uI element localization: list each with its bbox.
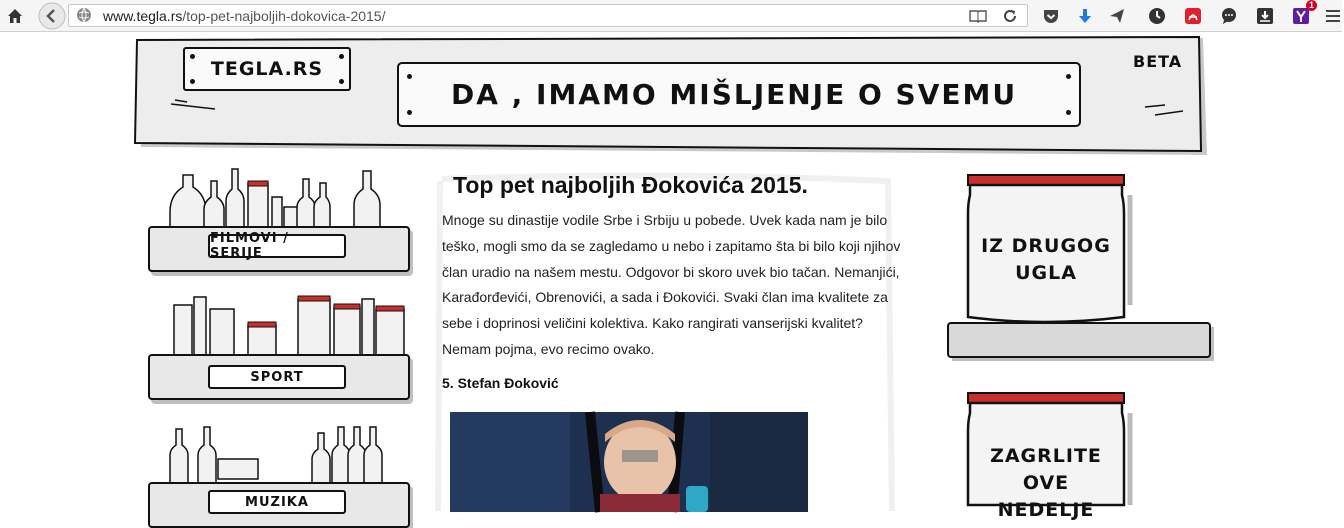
category-label[interactable]: FILMOVI / SERIJE — [208, 234, 346, 258]
pdf-icon[interactable] — [1182, 5, 1204, 27]
history-icon[interactable] — [1146, 5, 1168, 27]
logo-text: TEGLA.RS — [210, 58, 324, 80]
slogan-banner — [397, 62, 1081, 127]
jar-iz-drugog-ugla[interactable] — [944, 165, 1212, 365]
category-label[interactable]: MUZIKA — [208, 490, 346, 514]
category-sport[interactable] — [148, 295, 413, 407]
photo-illustration — [450, 412, 808, 512]
category-muzika[interactable] — [148, 423, 413, 523]
notification-badge: 1 — [1306, 0, 1317, 11]
address-bar[interactable] — [68, 4, 1028, 27]
header-banner — [135, 37, 1210, 157]
jar-title: IZ DRUGOG UGLA — [981, 235, 1111, 284]
send-icon[interactable] — [1106, 5, 1128, 27]
page — [0, 33, 1342, 521]
pocket-icon[interactable] — [1040, 5, 1062, 27]
article-intro: Mnoge su dinastije vodile Srbe i Srbiju u pobede. Uvek kada nam je bilo teško, mogli smo da se zagledamo u nebo i zapitamo šta bi bilo koji njihov član uradio na našem mestu. Odgovor bi skoro uvek bio tačan. Nemanjići, Karađorđevići, Obrenovići, a sada i Đokovići. Svaki član ima kvalitete za sebe i doprinosi veličini kolektiva. Kako rangirati vanserijski kvalitet? Nemam pojma, evo recimo ovako. — [442, 212, 901, 357]
site-logo[interactable] — [183, 47, 351, 91]
save-page-icon[interactable] — [1254, 5, 1276, 27]
back-button[interactable] — [38, 2, 66, 30]
article-subheading: 5. Stefan Đoković — [442, 375, 559, 391]
category-filmovi-serije[interactable] — [148, 167, 413, 279]
jar-zagrlite-ove-nedelje[interactable] — [944, 385, 1212, 521]
jar-title: ZAGRLITE OVE NEDELJE — [990, 445, 1102, 521]
article-title: Top pet najboljih Đokovića 2015. — [453, 172, 808, 198]
menu-icon[interactable] — [1322, 5, 1344, 27]
category-label[interactable]: SPORT — [208, 365, 346, 389]
url-text: www.tegla.rs/top-pet-najboljih-dokovica-2015/ — [103, 8, 386, 24]
download-icon[interactable] — [1074, 5, 1096, 27]
browser-toolbar — [0, 0, 1342, 32]
reader-view-icon[interactable] — [967, 5, 989, 27]
yahoo-icon[interactable] — [1290, 0, 1314, 27]
home-icon[interactable] — [4, 5, 26, 27]
slogan-text: DA , IMAMO MIŠLJENJE O SVEMU — [451, 78, 1018, 111]
reload-icon[interactable] — [999, 5, 1021, 27]
chat-icon[interactable] — [1218, 5, 1240, 27]
beta-label: BETA — [1133, 52, 1183, 71]
article-photo — [450, 412, 808, 512]
globe-icon — [75, 6, 93, 24]
